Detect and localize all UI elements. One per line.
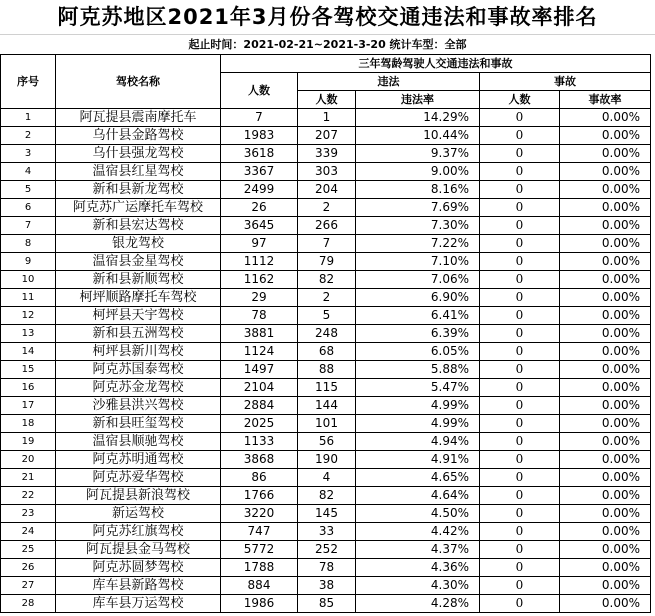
header-accident-count: 人数 [480,91,560,109]
violation-rate-cell: 9.00% [356,163,480,181]
violation-rate-cell: 4.99% [356,397,480,415]
table-row [1,595,651,613]
accident-count-cell: 0 [480,415,560,433]
violation-count-cell: 252 [298,541,356,559]
people-cell: 1112 [221,253,298,271]
rank-cell: 22 [1,487,56,505]
accident-rate-cell: 0.00% [560,379,651,397]
accident-rate-cell: 0.00% [560,127,651,145]
accident-rate-cell: 0.00% [560,577,651,595]
violation-count-cell: 78 [298,559,356,577]
school-name-cell: 新和县五洲驾校 [56,325,221,343]
rank-cell: 1 [1,109,56,127]
people-cell: 78 [221,307,298,325]
people-cell: 3645 [221,217,298,235]
header-school: 驾校名称 [56,55,221,109]
rank-cell: 20 [1,451,56,469]
rank-cell: 11 [1,289,56,307]
violation-count-cell: 79 [298,253,356,271]
people-cell: 2884 [221,397,298,415]
violation-rate-cell: 14.29% [356,109,480,127]
school-name-cell: 柯坪县新川驾校 [56,343,221,361]
violation-rate-cell: 7.30% [356,217,480,235]
table-row [1,487,651,505]
accident-rate-cell: 0.00% [560,397,651,415]
violation-count-cell: 266 [298,217,356,235]
school-name-cell: 新运驾校 [56,505,221,523]
violation-count-cell: 2 [298,289,356,307]
violation-rate-cell: 7.06% [356,271,480,289]
header-violation-rate: 违法率 [356,91,480,109]
school-name-cell: 银龙驾校 [56,235,221,253]
accident-count-cell: 0 [480,109,560,127]
table-row [1,379,651,397]
accident-count-cell: 0 [480,253,560,271]
rank-cell: 9 [1,253,56,271]
violation-rate-cell: 4.64% [356,487,480,505]
people-cell: 884 [221,577,298,595]
violation-rate-cell: 4.94% [356,433,480,451]
accident-rate-cell: 0.00% [560,307,651,325]
rank-cell: 3 [1,145,56,163]
rank-cell: 10 [1,271,56,289]
violation-count-cell: 145 [298,505,356,523]
people-cell: 26 [221,199,298,217]
accident-count-cell: 0 [480,523,560,541]
accident-count-cell: 0 [480,505,560,523]
school-name-cell: 温宿县顺驰驾校 [56,433,221,451]
table-row [1,217,651,235]
people-cell: 1133 [221,433,298,451]
accident-count-cell: 0 [480,361,560,379]
people-cell: 3881 [221,325,298,343]
school-name-cell: 阿瓦提县新浪驾校 [56,487,221,505]
table-row [1,559,651,577]
table-row [1,181,651,199]
accident-rate-cell: 0.00% [560,217,651,235]
violation-rate-cell: 4.36% [356,559,480,577]
accident-count-cell: 0 [480,577,560,595]
school-name-cell: 阿克苏爱华驾校 [56,469,221,487]
table-row [1,307,651,325]
violation-rate-cell: 4.65% [356,469,480,487]
accident-rate-cell: 0.00% [560,451,651,469]
people-cell: 3220 [221,505,298,523]
people-cell: 5772 [221,541,298,559]
people-cell: 7 [221,109,298,127]
people-cell: 1986 [221,595,298,613]
table-row [1,541,651,559]
table-row [1,109,651,127]
people-cell: 2499 [221,181,298,199]
people-cell: 86 [221,469,298,487]
violation-count-cell: 82 [298,487,356,505]
table-row [1,469,651,487]
accident-rate-cell: 0.00% [560,145,651,163]
violation-count-cell: 85 [298,595,356,613]
people-cell: 97 [221,235,298,253]
violation-rate-cell: 5.88% [356,361,480,379]
table-row [1,145,651,163]
table-row [1,577,651,595]
violation-count-cell: 190 [298,451,356,469]
school-name-cell: 沙雅县洪兴驾校 [56,397,221,415]
accident-count-cell: 0 [480,217,560,235]
rank-cell: 6 [1,199,56,217]
school-name-cell: 阿瓦提县震南摩托车 [56,109,221,127]
rank-cell: 27 [1,577,56,595]
violation-count-cell: 207 [298,127,356,145]
table-row [1,343,651,361]
rank-cell: 5 [1,181,56,199]
table-row [1,523,651,541]
rank-cell: 24 [1,523,56,541]
rank-cell: 14 [1,343,56,361]
accident-count-cell: 0 [480,235,560,253]
rank-cell: 21 [1,469,56,487]
school-name-cell: 阿克苏明通驾校 [56,451,221,469]
violation-count-cell: 303 [298,163,356,181]
table-row [1,505,651,523]
accident-rate-cell: 0.00% [560,271,651,289]
school-name-cell: 阿克苏广运摩托车驾校 [56,199,221,217]
violation-count-cell: 1 [298,109,356,127]
people-cell: 1162 [221,271,298,289]
violation-rate-cell: 6.41% [356,307,480,325]
header-accident: 事故 [480,73,651,91]
school-name-cell: 阿克苏国泰驾校 [56,361,221,379]
accident-rate-cell: 0.00% [560,289,651,307]
accident-count-cell: 0 [480,541,560,559]
header-people: 人数 [221,73,298,109]
accident-rate-cell: 0.00% [560,343,651,361]
accident-rate-cell: 0.00% [560,181,651,199]
accident-rate-cell: 0.00% [560,433,651,451]
accident-rate-cell: 0.00% [560,163,651,181]
people-cell: 1766 [221,487,298,505]
table-row [1,289,651,307]
people-cell: 29 [221,289,298,307]
violation-rate-cell: 7.10% [356,253,480,271]
accident-rate-cell: 0.00% [560,415,651,433]
people-cell: 3868 [221,451,298,469]
school-name-cell: 库车县万运驾校 [56,595,221,613]
violation-rate-cell: 7.69% [356,199,480,217]
accident-count-cell: 0 [480,127,560,145]
rank-cell: 17 [1,397,56,415]
page-subtitle: 起止时间：2021-02-21~2021-3-20 统计车型：全部 [188,38,467,51]
table-row [1,397,651,415]
accident-count-cell: 0 [480,595,560,613]
table-row [1,163,651,181]
accident-rate-cell: 0.00% [560,595,651,613]
violation-count-cell: 115 [298,379,356,397]
rank-cell: 16 [1,379,56,397]
violation-rate-cell: 4.42% [356,523,480,541]
header-violation-count: 人数 [298,91,356,109]
accident-count-cell: 0 [480,343,560,361]
violation-count-cell: 38 [298,577,356,595]
accident-rate-cell: 0.00% [560,523,651,541]
table-row [1,451,651,469]
school-name-cell: 新和县新顺驾校 [56,271,221,289]
school-name-cell: 库车县新路驾校 [56,577,221,595]
people-cell: 1788 [221,559,298,577]
violation-rate-cell: 4.30% [356,577,480,595]
violation-rate-cell: 4.50% [356,505,480,523]
school-name-cell: 乌什县金路驾校 [56,127,221,145]
table-row [1,415,651,433]
accident-rate-cell: 0.00% [560,109,651,127]
header-rank: 序号 [1,55,56,109]
accident-rate-cell: 0.00% [560,469,651,487]
accident-count-cell: 0 [480,289,560,307]
accident-rate-cell: 0.00% [560,541,651,559]
violation-count-cell: 204 [298,181,356,199]
table-row [1,235,651,253]
table-row [1,325,651,343]
table-row [1,253,651,271]
violation-rate-cell: 6.39% [356,325,480,343]
ranking-table [0,54,651,613]
violation-count-cell: 88 [298,361,356,379]
violation-rate-cell: 5.47% [356,379,480,397]
table-row [1,361,651,379]
school-name-cell: 新和县旺玺驾校 [56,415,221,433]
people-cell: 1497 [221,361,298,379]
people-cell: 2104 [221,379,298,397]
accident-count-cell: 0 [480,145,560,163]
violation-count-cell: 5 [298,307,356,325]
school-name-cell: 阿克苏红旗驾校 [56,523,221,541]
page-title: 阿克苏地区2021年3月份各驾校交通违法和事故率排名 [0,0,655,35]
school-name-cell: 阿克苏圆梦驾校 [56,559,221,577]
rank-cell: 7 [1,217,56,235]
accident-rate-cell: 0.00% [560,361,651,379]
violation-count-cell: 82 [298,271,356,289]
violation-count-cell: 68 [298,343,356,361]
people-cell: 1124 [221,343,298,361]
accident-rate-cell: 0.00% [560,235,651,253]
people-cell: 2025 [221,415,298,433]
violation-count-cell: 248 [298,325,356,343]
accident-count-cell: 0 [480,199,560,217]
school-name-cell: 温宿县金星驾校 [56,253,221,271]
school-name-cell: 阿瓦提县金马驾校 [56,541,221,559]
accident-rate-cell: 0.00% [560,559,651,577]
rank-cell: 25 [1,541,56,559]
people-cell: 747 [221,523,298,541]
rank-cell: 28 [1,595,56,613]
school-name-cell: 新和县宏达驾校 [56,217,221,235]
school-name-cell: 柯坪县天宇驾校 [56,307,221,325]
rank-cell: 8 [1,235,56,253]
accident-rate-cell: 0.00% [560,487,651,505]
people-cell: 1983 [221,127,298,145]
accident-count-cell: 0 [480,469,560,487]
violation-count-cell: 56 [298,433,356,451]
table-row [1,127,651,145]
violation-rate-cell: 4.37% [356,541,480,559]
table-row [1,271,651,289]
violation-count-cell: 101 [298,415,356,433]
violation-count-cell: 2 [298,199,356,217]
rank-cell: 15 [1,361,56,379]
accident-count-cell: 0 [480,487,560,505]
header-violation: 违法 [298,73,480,91]
school-name-cell: 温宿县红星驾校 [56,163,221,181]
accident-count-cell: 0 [480,325,560,343]
violation-rate-cell: 9.37% [356,145,480,163]
school-name-cell: 新和县新龙驾校 [56,181,221,199]
table-header [1,55,651,109]
rank-cell: 18 [1,415,56,433]
rank-cell: 12 [1,307,56,325]
accident-count-cell: 0 [480,307,560,325]
accident-rate-cell: 0.00% [560,505,651,523]
violation-count-cell: 144 [298,397,356,415]
violation-count-cell: 339 [298,145,356,163]
violation-rate-cell: 4.91% [356,451,480,469]
accident-count-cell: 0 [480,163,560,181]
accident-rate-cell: 0.00% [560,325,651,343]
accident-count-cell: 0 [480,181,560,199]
violation-rate-cell: 4.28% [356,595,480,613]
violation-rate-cell: 6.05% [356,343,480,361]
rank-cell: 4 [1,163,56,181]
accident-rate-cell: 0.00% [560,199,651,217]
people-cell: 3618 [221,145,298,163]
accident-count-cell: 0 [480,397,560,415]
rank-cell: 19 [1,433,56,451]
header-group: 三年驾龄驾驶人交通违法和事故 [221,55,651,73]
table-row [1,199,651,217]
rank-cell: 13 [1,325,56,343]
table-row [1,433,651,451]
accident-count-cell: 0 [480,271,560,289]
people-cell: 3367 [221,163,298,181]
school-name-cell: 乌什县强龙驾校 [56,145,221,163]
violation-count-cell: 33 [298,523,356,541]
school-name-cell: 阿克苏金龙驾校 [56,379,221,397]
violation-count-cell: 4 [298,469,356,487]
violation-count-cell: 7 [298,235,356,253]
rank-cell: 23 [1,505,56,523]
accident-count-cell: 0 [480,379,560,397]
accident-count-cell: 0 [480,451,560,469]
table-body [1,109,651,613]
violation-rate-cell: 4.99% [356,415,480,433]
violation-rate-cell: 7.22% [356,235,480,253]
rank-cell: 2 [1,127,56,145]
header-accident-rate: 事故率 [560,91,651,109]
school-name-cell: 柯坪顺路摩托车驾校 [56,289,221,307]
violation-rate-cell: 8.16% [356,181,480,199]
accident-count-cell: 0 [480,433,560,451]
accident-rate-cell: 0.00% [560,253,651,271]
accident-count-cell: 0 [480,559,560,577]
violation-rate-cell: 10.44% [356,127,480,145]
violation-rate-cell: 6.90% [356,289,480,307]
rank-cell: 26 [1,559,56,577]
